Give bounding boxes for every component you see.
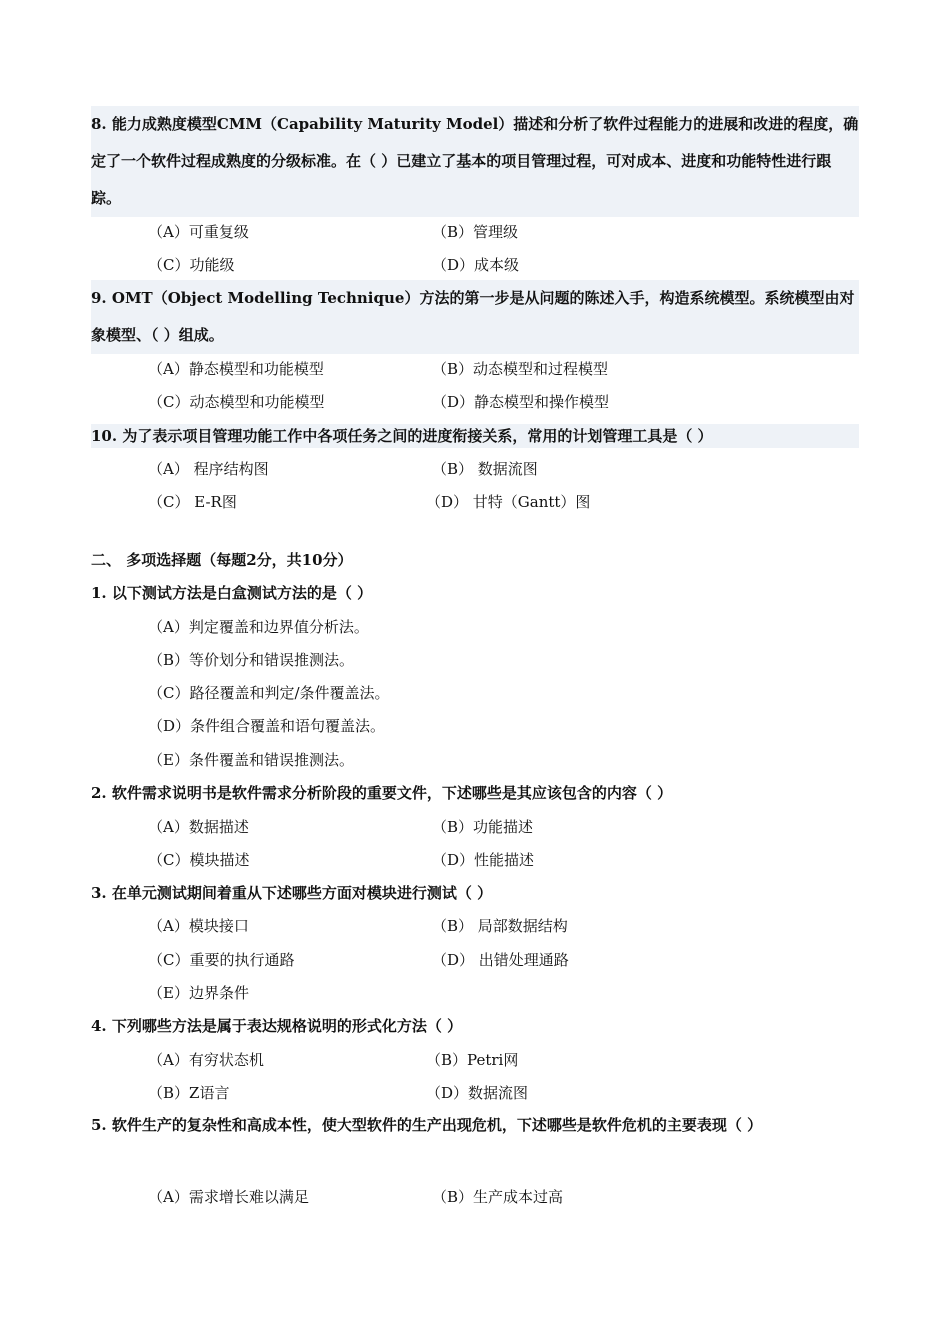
m3-option-a: （A）模块接口 xyxy=(148,917,249,935)
multi-question-3: 3. 在单元测试期间着重从下述哪些方面对模块进行测试（ ） xyxy=(91,884,493,902)
m3-option-d: （D） 出错处理通路 xyxy=(432,951,569,969)
multi-question-1: 1. 以下测试方法是白盒测试方法的是（ ） xyxy=(91,584,373,602)
question-10: 10. 为了表示项目管理功能工作中各项任务之间的进度衔接关系，常用的计划管理工具是（ ） xyxy=(91,424,859,448)
q10-option-c: （C） E-R图 xyxy=(148,493,237,511)
q8-option-c: （C）功能级 xyxy=(148,256,235,274)
q8-option-b: （B）管理级 xyxy=(432,223,519,241)
m4-option-a: （A）有穷状态机 xyxy=(148,1051,264,1069)
q10-option-a: （A） 程序结构图 xyxy=(148,460,269,478)
question-8: 8. 能力成熟度模型CMM（Capability Maturity Model）描述和分析了软件过程能力的进展和改进的程度，确定了一个软件过程成熟度的分级标准。在（ ）已建立了基本的项目管理过程，可对成本、进度和功能特性进行跟踪。 xyxy=(91,106,859,217)
m1-option-a: （A）判定覆盖和边界值分析法。 xyxy=(148,618,369,636)
multi-question-4: 4. 下列哪些方法是属于表达规格说明的形式化方法（ ） xyxy=(91,1017,463,1035)
q10-option-d: （D） 甘特（Gantt）图 xyxy=(426,493,591,511)
m2-option-a: （A）数据描述 xyxy=(148,818,249,836)
m1-option-c: （C）路径覆盖和判定/条件覆盖法。 xyxy=(148,684,390,702)
m1-option-b: （B）等价划分和错误推测法。 xyxy=(148,651,355,669)
multi-question-5: 5. 软件生产的复杂性和高成本性，使大型软件的生产出现危机，下述哪些是软件危机的主要表现（ ） xyxy=(91,1116,763,1134)
q9-option-a: （A）静态模型和功能模型 xyxy=(148,360,324,378)
m2-option-c: （C）模块描述 xyxy=(148,851,250,869)
m5-option-a: （A）需求增长难以满足 xyxy=(148,1188,309,1206)
multi-question-2: 2. 软件需求说明书是软件需求分析阶段的重要文件，下述哪些是其应该包含的内容（ ） xyxy=(91,784,673,802)
m1-option-e: （E）条件覆盖和错误推测法。 xyxy=(148,751,354,769)
q8-option-a: （A）可重复级 xyxy=(148,223,249,241)
q9-option-d: （D）静态模型和操作模型 xyxy=(432,393,610,411)
m4-option-b: （B）Petri网 xyxy=(426,1051,519,1069)
m4-option-d: （D）数据流图 xyxy=(426,1084,529,1102)
m3-option-b: （B） 局部数据结构 xyxy=(432,917,568,935)
m5-option-b: （B）生产成本过高 xyxy=(432,1188,564,1206)
m4-option-c: （B）Z语言 xyxy=(148,1084,230,1102)
q10-option-b: （B） 数据流图 xyxy=(432,460,538,478)
question-9: 9. OMT（Object Modelling Technique）方法的第一步是从问题的陈述入手，构造系统模型。系统模型由对象模型、（ ）组成。 xyxy=(91,280,859,354)
section-2-title: 二、 多项选择题（每题2分，共10分） xyxy=(91,551,353,569)
m1-option-d: （D）条件组合覆盖和语句覆盖法。 xyxy=(148,717,386,735)
m2-option-d: （D）性能描述 xyxy=(432,851,535,869)
q8-option-d: （D）成本级 xyxy=(432,256,520,274)
q9-option-b: （B）动态模型和过程模型 xyxy=(432,360,609,378)
q9-option-c: （C）动态模型和功能模型 xyxy=(148,393,325,411)
m3-option-e: （E）边界条件 xyxy=(148,984,249,1002)
m3-option-c: （C）重要的执行通路 xyxy=(148,951,295,969)
m2-option-b: （B）功能描述 xyxy=(432,818,534,836)
